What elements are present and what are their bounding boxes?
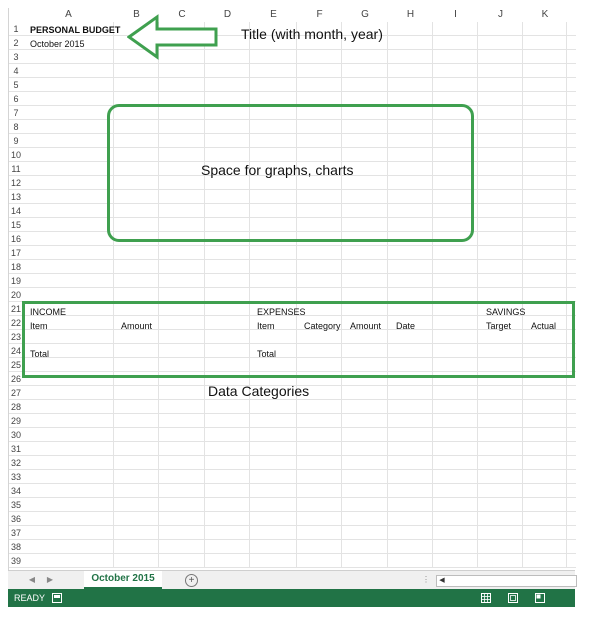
row-header[interactable]: 25 — [10, 360, 21, 370]
table-row — [9, 64, 576, 78]
row-header[interactable]: 11 — [11, 164, 21, 174]
table-row — [9, 274, 576, 288]
sheet-tab-october-2015[interactable]: October 2015 — [84, 571, 162, 589]
column-header-i[interactable]: I — [454, 9, 457, 20]
data-categories-annotation: Data Categories — [208, 383, 310, 399]
status-text: READY — [14, 593, 46, 603]
row-header[interactable]: 14 — [10, 206, 21, 216]
row-header[interactable]: 32 — [10, 458, 21, 468]
row-header[interactable]: 38 — [10, 542, 21, 552]
row-header[interactable]: 28 — [10, 402, 21, 412]
table-row — [9, 428, 576, 442]
grid-view-icon[interactable] — [481, 593, 491, 603]
triangle-left-icon[interactable]: ◀ — [28, 575, 36, 584]
data-categories-box — [22, 301, 575, 378]
column-header-k[interactable]: K — [541, 9, 549, 20]
cell-j22-savings-target[interactable]: Target — [486, 321, 512, 331]
row-header[interactable]: 22 — [10, 318, 21, 328]
table-row — [9, 246, 576, 260]
cell-j21-savings[interactable]: SAVINGS — [486, 307, 526, 317]
row-header[interactable]: 24 — [10, 346, 21, 356]
table-row — [9, 540, 576, 554]
row-header[interactable]: 3 — [13, 52, 19, 62]
row-header[interactable]: 10 — [10, 150, 21, 160]
arrow-left-icon — [127, 14, 219, 60]
row-header[interactable]: 8 — [13, 122, 19, 132]
row-header[interactable]: 39 — [10, 556, 21, 566]
gridline-vertical — [566, 22, 567, 568]
table-row — [9, 554, 576, 568]
row-header[interactable]: 19 — [10, 276, 21, 286]
table-row — [9, 288, 576, 302]
table-row — [9, 442, 576, 456]
row-header[interactable]: 18 — [10, 262, 21, 272]
tab-split-handle[interactable]: ⋮ — [422, 575, 430, 584]
table-row — [9, 512, 576, 526]
status-bar — [8, 589, 575, 607]
row-header[interactable]: 35 — [10, 500, 21, 510]
table-row — [9, 484, 576, 498]
title-annotation: Title (with month, year) — [241, 26, 383, 42]
row-header[interactable]: 2 — [13, 38, 19, 48]
row-header[interactable]: 4 — [13, 66, 19, 76]
column-headers — [9, 8, 576, 22]
cell-a22-income-item[interactable]: Item — [30, 321, 48, 331]
column-header-f[interactable]: F — [316, 9, 323, 20]
page-layout-icon[interactable] — [508, 593, 518, 603]
table-row — [9, 78, 576, 92]
row-header[interactable]: 27 — [10, 388, 21, 398]
column-header-e[interactable]: E — [270, 9, 277, 20]
cell-f22-expenses-category[interactable]: Category — [304, 321, 341, 331]
horizontal-scrollbar[interactable] — [436, 575, 577, 587]
cell-h22-expenses-date[interactable]: Date — [396, 321, 416, 331]
row-header[interactable]: 5 — [13, 80, 19, 90]
cell-e24-expenses-total[interactable]: Total — [257, 349, 277, 359]
table-row — [9, 456, 576, 470]
column-header-d[interactable]: D — [223, 9, 232, 20]
gridline-vertical — [477, 22, 478, 568]
cell-e21-expenses[interactable]: EXPENSES — [257, 307, 306, 317]
row-header[interactable]: 13 — [10, 192, 21, 202]
row-header[interactable]: 21 — [10, 304, 21, 314]
cell-k22-savings-actual[interactable]: Actual — [531, 321, 557, 331]
table-row — [9, 50, 576, 64]
macro-record-icon[interactable] — [52, 593, 62, 603]
gridline-vertical — [522, 22, 523, 568]
row-header[interactable]: 26 — [10, 374, 21, 384]
table-row — [9, 470, 576, 484]
plus-circle-icon[interactable]: + — [185, 574, 198, 587]
table-row — [9, 526, 576, 540]
table-row — [9, 400, 576, 414]
row-header[interactable]: 9 — [13, 136, 19, 146]
row-header[interactable]: 6 — [13, 94, 19, 104]
row-header[interactable]: 30 — [10, 430, 21, 440]
row-header[interactable]: 29 — [10, 416, 21, 426]
cell-a2-month[interactable]: October 2015 — [30, 39, 85, 49]
row-header[interactable]: 23 — [10, 332, 21, 342]
cell-e22-expenses-item[interactable]: Item — [257, 321, 275, 331]
row-header[interactable]: 36 — [10, 514, 21, 524]
cell-g22-expenses-amount[interactable]: Amount — [350, 321, 382, 331]
scroll-left-icon[interactable]: ◀ — [439, 577, 445, 584]
table-row — [9, 260, 576, 274]
column-header-c[interactable]: C — [178, 9, 186, 20]
column-header-a[interactable]: A — [65, 9, 72, 20]
spreadsheet-grid[interactable] — [8, 8, 576, 570]
row-header[interactable]: 12 — [10, 178, 21, 188]
column-header-g[interactable]: G — [361, 9, 369, 20]
row-header[interactable]: 15 — [10, 220, 21, 230]
column-header-h[interactable]: H — [406, 9, 415, 20]
column-header-j[interactable]: J — [498, 9, 503, 20]
row-header[interactable]: 31 — [10, 444, 21, 454]
row-header[interactable]: 20 — [10, 290, 21, 300]
cell-a1-title[interactable]: PERSONAL BUDGET — [30, 25, 121, 35]
row-header[interactable]: 16 — [10, 234, 21, 244]
sheet-tab-bar — [8, 570, 575, 590]
row-header[interactable]: 7 — [13, 108, 19, 118]
row-header[interactable]: 34 — [10, 486, 21, 496]
row-header[interactable]: 37 — [10, 528, 21, 538]
cell-a24-income-total[interactable]: Total — [30, 349, 50, 359]
row-header[interactable]: 33 — [10, 472, 21, 482]
row-header[interactable]: 17 — [10, 248, 21, 258]
charts-annotation: Space for graphs, charts — [201, 162, 354, 178]
row-header[interactable]: 1 — [13, 24, 19, 34]
cell-b22-income-amount[interactable]: Amount — [121, 321, 153, 331]
column-header-b[interactable]: B — [133, 9, 140, 20]
page-break-icon[interactable] — [535, 593, 545, 603]
cell-a21-income[interactable]: INCOME — [30, 307, 66, 317]
triangle-right-icon[interactable]: ▶ — [46, 575, 54, 584]
table-row — [9, 414, 576, 428]
table-row — [9, 498, 576, 512]
